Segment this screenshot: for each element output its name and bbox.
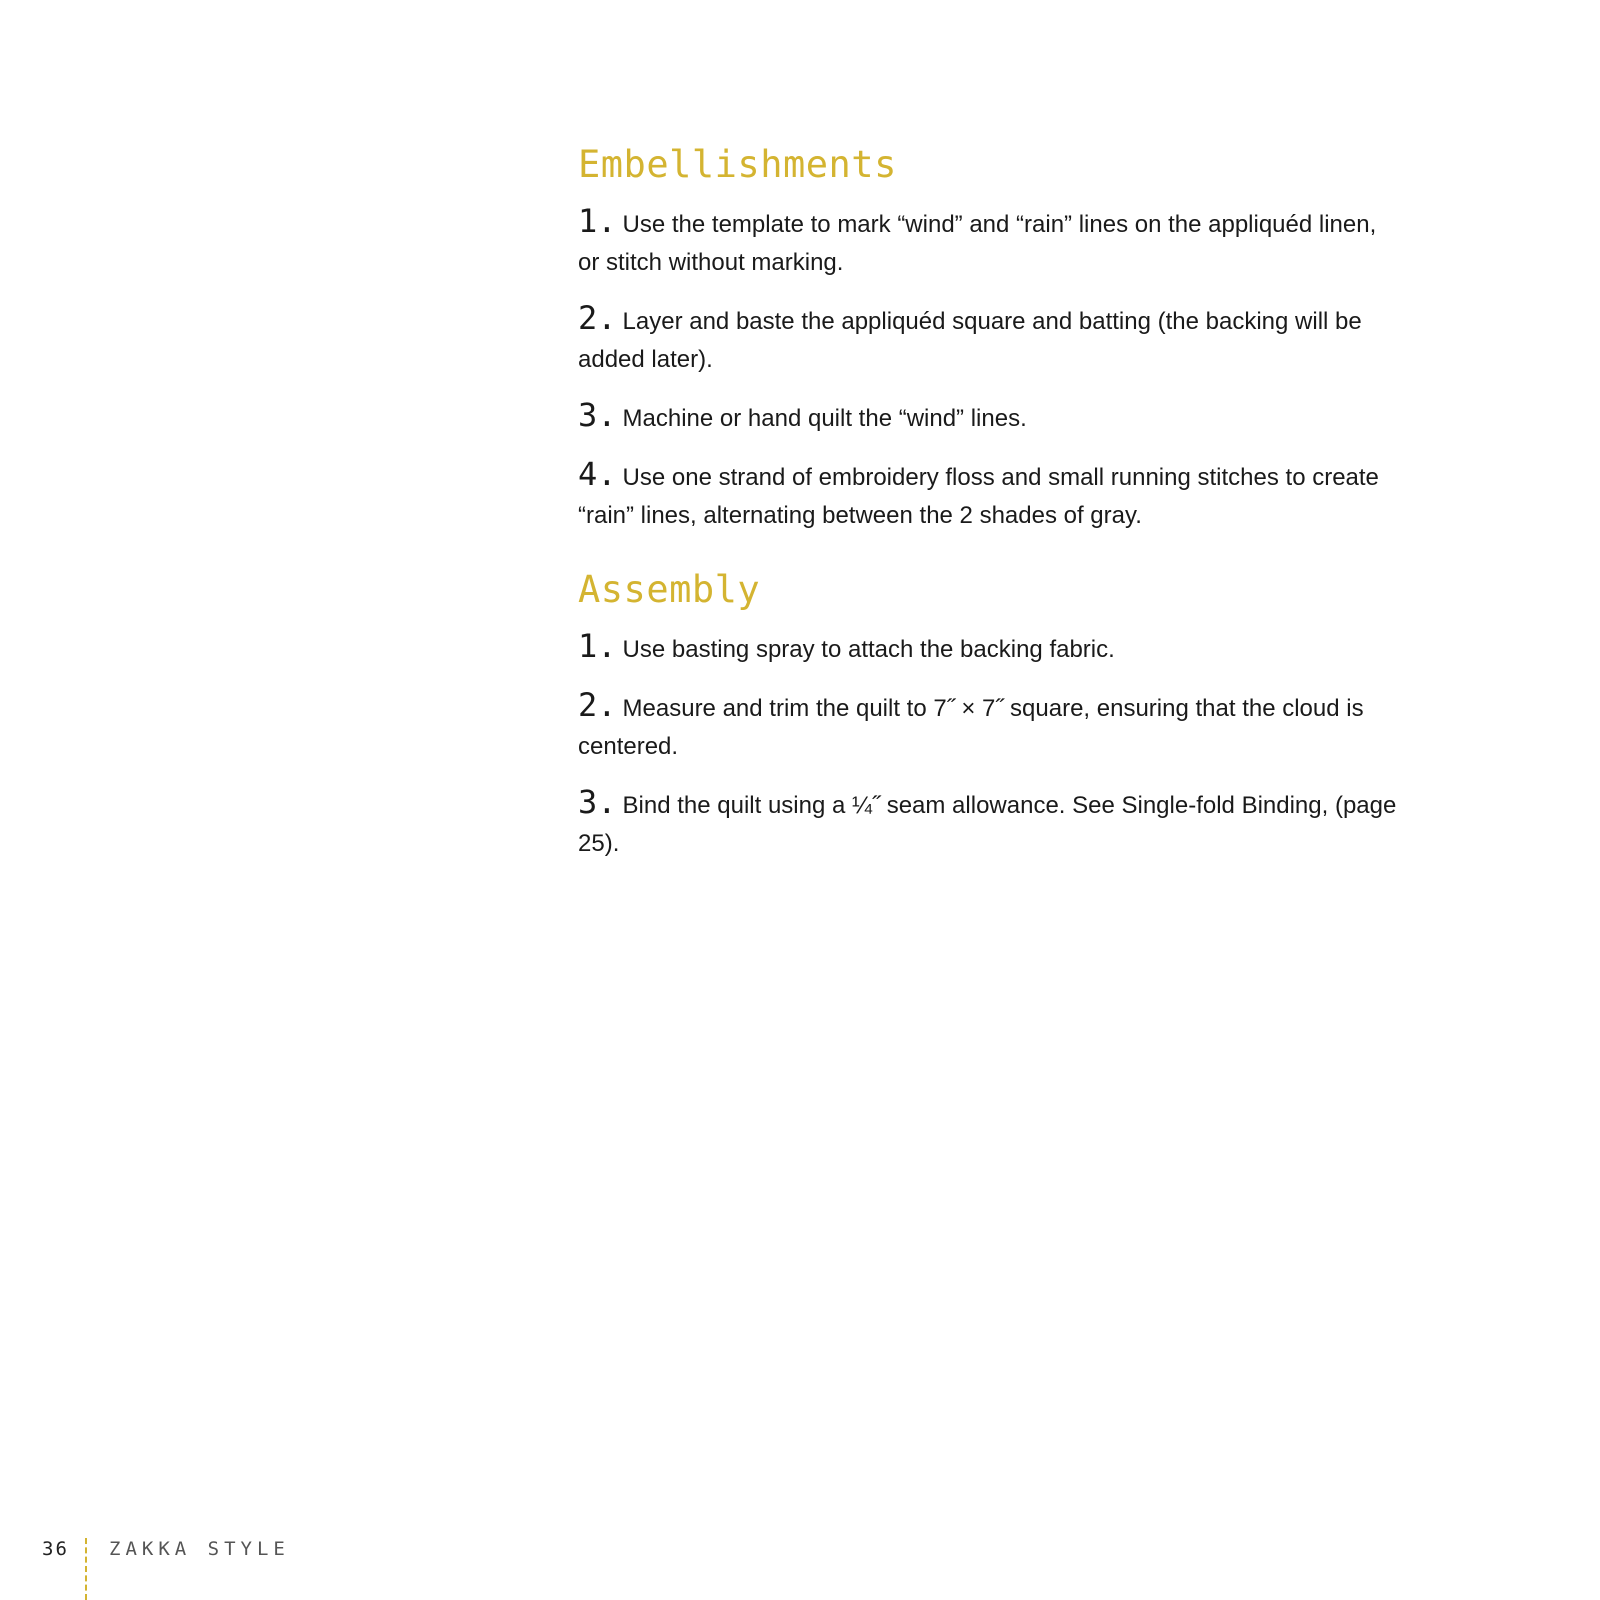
embellishments-step-3 xyxy=(578,396,1398,438)
assembly-step-1 xyxy=(578,627,1398,669)
step-text: Bind the quilt using a ¼˝ seam allowance. See Single-fold Binding, (page 25). xyxy=(578,792,1397,857)
section-title-embellishments: Embellishments xyxy=(578,143,897,186)
step-text: Use basting spray to attach the backing fabric. xyxy=(622,636,1115,663)
book-title: ZAKKA STYLE xyxy=(109,1538,290,1560)
step-text: Layer and baste the appliquéd square and batting (the backing will be added later). xyxy=(578,308,1362,373)
step-number: 2. xyxy=(578,686,617,724)
embellishments-step-1 xyxy=(578,202,1398,282)
footer-divider xyxy=(85,1538,87,1600)
assembly-step-3 xyxy=(578,783,1398,863)
embellishments-step-2 xyxy=(578,299,1398,379)
step-number: 1. xyxy=(578,202,617,240)
assembly-step-2 xyxy=(578,686,1398,766)
embellishments-step-4 xyxy=(578,455,1398,535)
step-text: Use one strand of embroidery floss and small running stitches to create “rain” lines, alternating between the 2 shades of gray. xyxy=(578,464,1379,529)
step-number: 1. xyxy=(578,627,617,665)
step-number: 3. xyxy=(578,783,617,821)
step-number: 4. xyxy=(578,455,617,493)
step-text: Measure and trim the quilt to 7˝ × 7˝ square, ensuring that the cloud is centered. xyxy=(578,695,1364,760)
step-number: 3. xyxy=(578,396,617,434)
step-text: Use the template to mark “wind” and “rain” lines on the appliquéd linen, or stitch without marking. xyxy=(578,211,1377,276)
step-text: Machine or hand quilt the “wind” lines. xyxy=(622,405,1027,432)
main-content xyxy=(578,140,1398,880)
step-number: 2. xyxy=(578,299,617,337)
page-number: 36 xyxy=(42,1538,69,1560)
section-title-assembly: Assembly xyxy=(578,568,761,611)
